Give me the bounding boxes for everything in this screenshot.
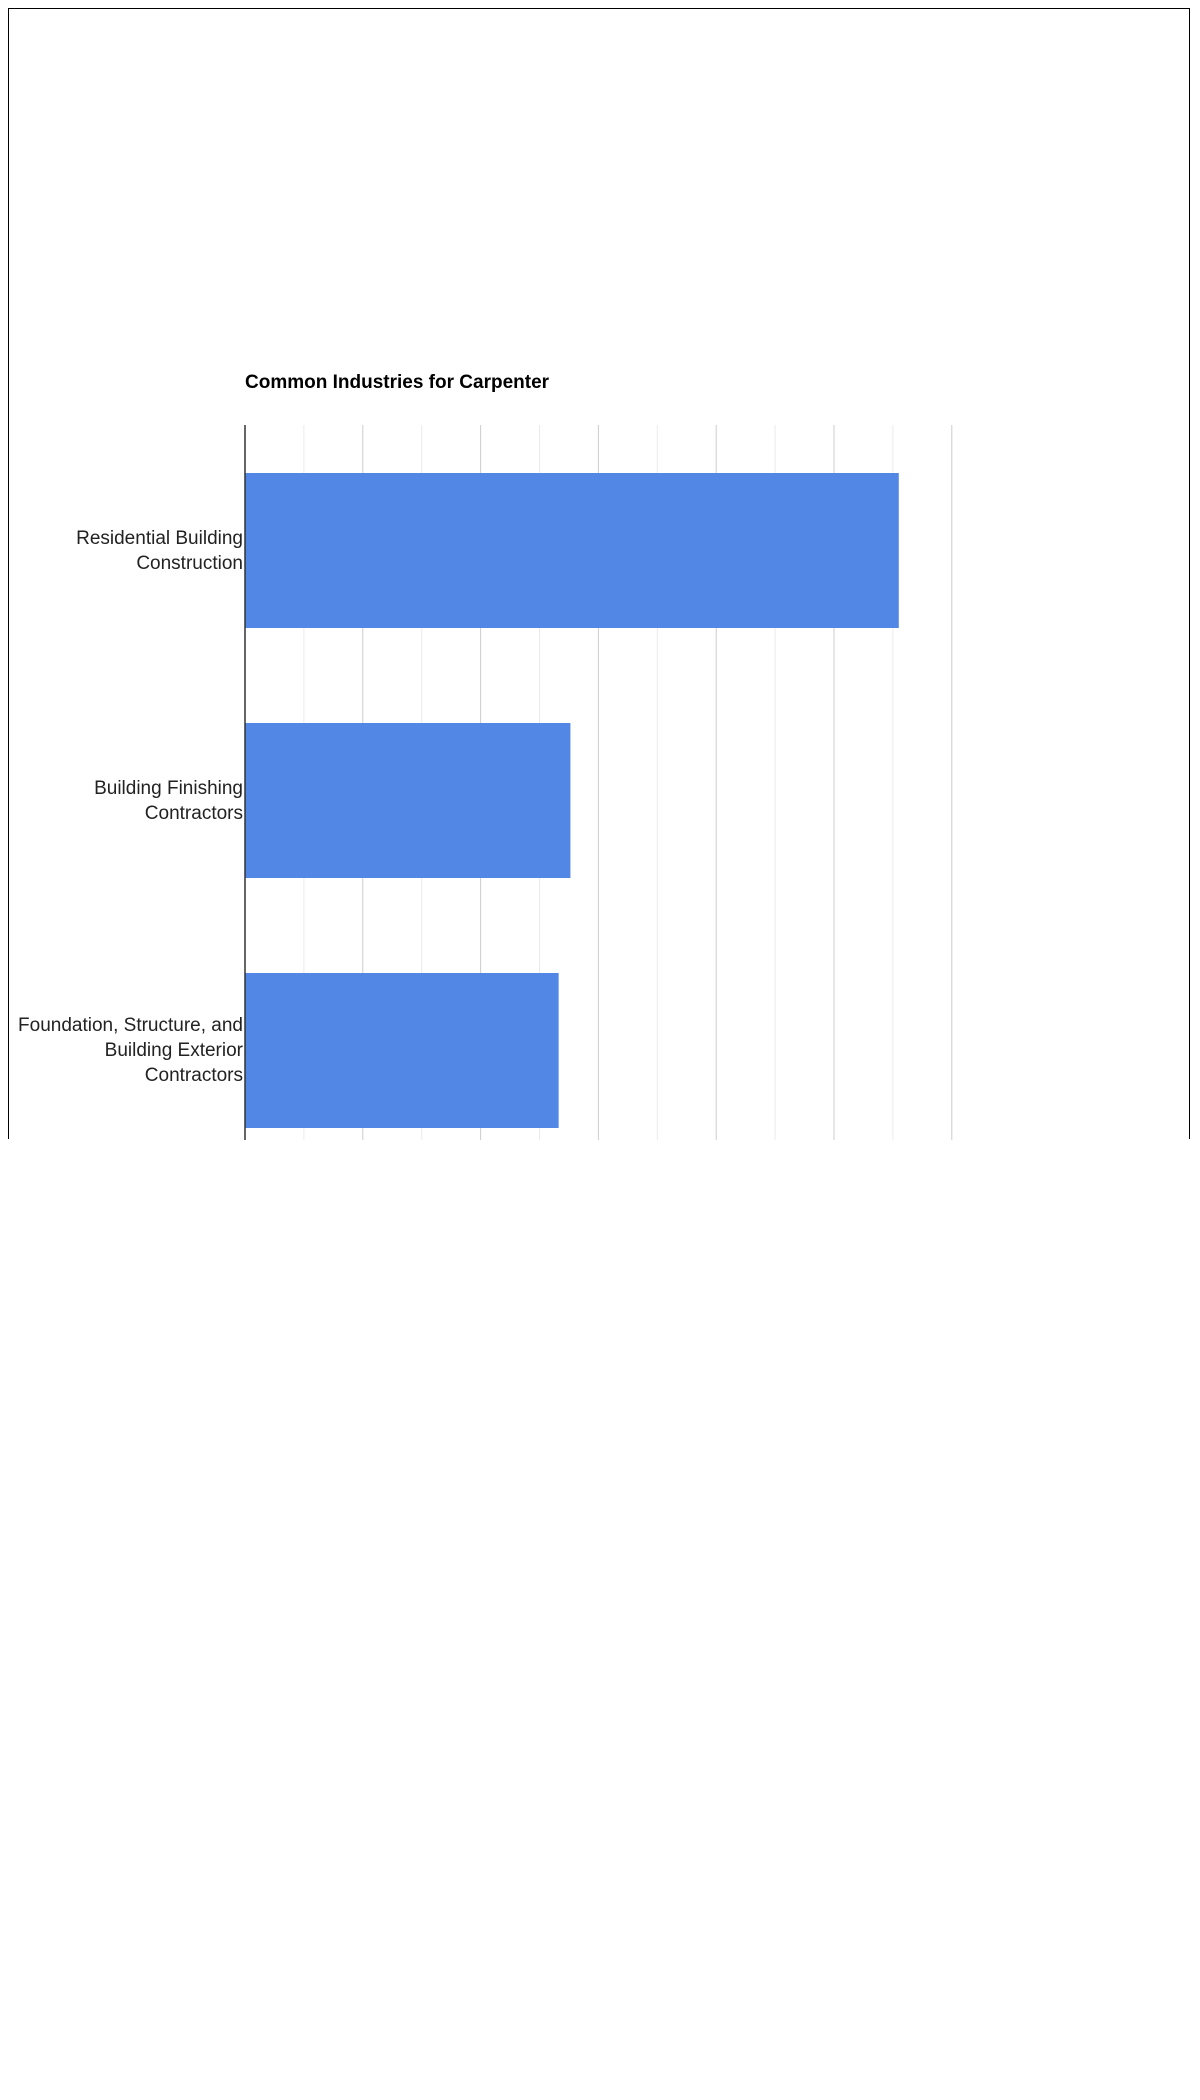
category-label-line: Foundation, Structure, and xyxy=(18,1015,243,1036)
category-label-1 xyxy=(76,526,243,576)
category-label-line: Residential Building xyxy=(76,527,243,549)
bar-3[interactable] xyxy=(245,973,559,1128)
bar-2[interactable] xyxy=(245,723,570,878)
category-label-3 xyxy=(18,1013,243,1088)
category-label-line: Construction xyxy=(136,552,243,574)
category-label-line: Building Finishing xyxy=(94,777,243,799)
category-label-line: Building Exterior xyxy=(104,1040,243,1061)
bar-1[interactable] xyxy=(245,473,899,628)
category-label-2 xyxy=(94,776,243,826)
chart-title: Common Industries for Carpenter xyxy=(245,372,550,393)
bars xyxy=(245,473,899,1128)
category-label-line: Contractors xyxy=(144,1065,243,1086)
category-label-line: Contractors xyxy=(144,802,243,824)
